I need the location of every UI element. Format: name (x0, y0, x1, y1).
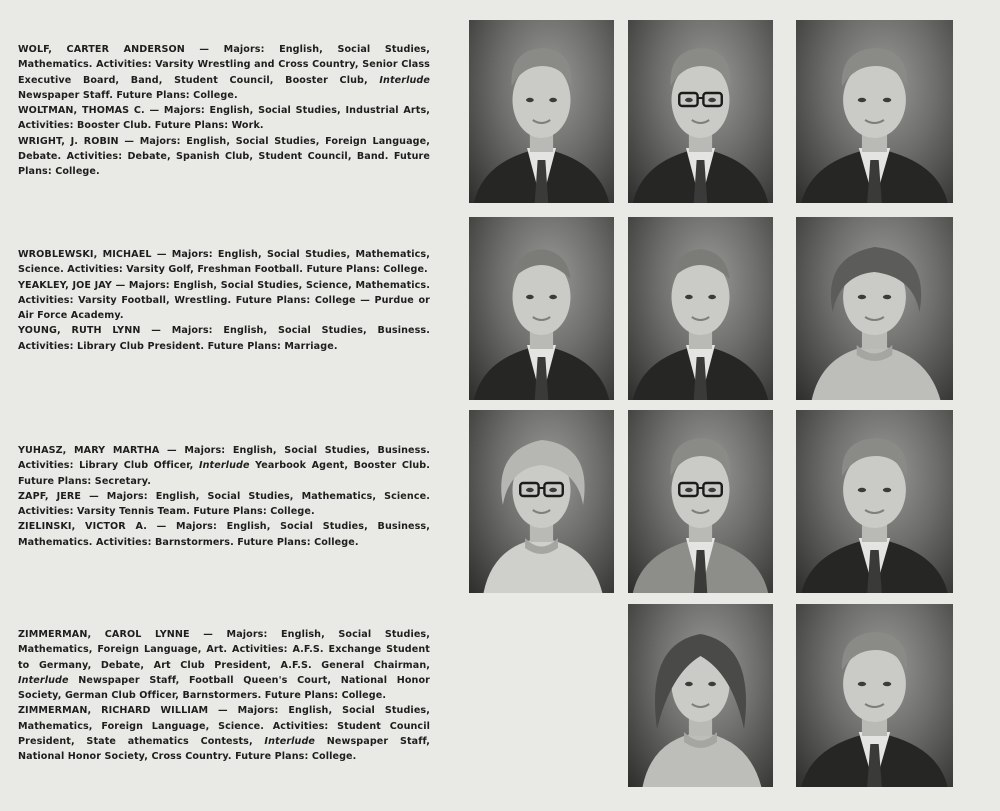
portrait-zielinski (796, 410, 953, 593)
portrait-photo (469, 410, 614, 593)
portrait-zimmerman-carol (628, 604, 773, 787)
entry-woltman: WOLTMAN, THOMAS C. — Majors: English, Social Studies, Industrial Arts, Activities: Booster Club. Future Plans: Work. (18, 105, 430, 132)
entry-young: YOUNG, RUTH LYNN — Majors: English, Social Studies, Business. Activities: Library Club President. Future Plans: Marriage. (18, 325, 430, 352)
portrait-photo (796, 217, 953, 400)
entry-group-4 (18, 627, 430, 765)
portrait-photo (796, 20, 953, 203)
entry-wroblewski: WROBLEWSKI, MICHAEL — Majors: English, Social Studies, Mathematics, Science. Activities: Varsity Golf, Freshman Football. Future Plans: College. (18, 249, 430, 276)
entry-yuhasz: YUHASZ, MARY MARTHA — Majors: English, Social Studies, Business. Activities: Library Club Officer, Interlude Yearbook Agent, Booster Club. Future Plans: Secretary. (18, 445, 430, 487)
portrait-wright (796, 20, 953, 203)
portrait-yuhasz (469, 410, 614, 593)
entry-group-1 (18, 42, 430, 180)
entry-zapf: ZAPF, JERE — Majors: English, Social Studies, Mathematics, Science. Activities: Varsity Tennis Team. Future Plans: College. (18, 490, 430, 518)
portrait-wroblewski (469, 217, 614, 400)
portrait-zapf (628, 410, 773, 593)
portrait-photo (628, 20, 773, 203)
portrait-photo (628, 217, 773, 400)
entry-wolf: WOLF, CARTER ANDERSON — Majors: English, Social Studies, Mathematics. Activities: Varsity Wrestling and Cross Country, Senior Class Executive Board, Band, Student Council, Booster Club, Interlude Newspaper Staff. Future Plans: College. (18, 44, 430, 101)
portrait-wolf (469, 20, 614, 203)
entry-zimmerman-richard: ZIMMERMAN, RICHARD WILLIAM — Majors: English, Social Studies, Mathematics, Foreign Language, Science. Activities: Student Council President, State athematics Contests, Interlude Newspaper Staff, National Honor Society, Cross Country. Future Plans: College. (18, 705, 430, 763)
entry-group-3 (18, 443, 430, 550)
portrait-photo (796, 604, 953, 787)
portrait-woltman (628, 20, 773, 203)
portrait-photo (469, 20, 614, 203)
entry-zimmerman-carol: ZIMMERMAN, CAROL LYNNE — Majors: English, Social Studies, Mathematics, Foreign Language, Art. Activities: A.F.S. Exchange Student to Germany, Debate, Art Club President, A.F.S. General Chairman, Interlude Newspaper Staff, Football Queen's Court, National Honor Society, German Club Officer, Barnstormers. Future Plans: College. (18, 629, 430, 702)
portrait-photo (628, 410, 773, 593)
portrait-zimmerman-richard (796, 604, 953, 787)
portrait-yeakley (628, 217, 773, 400)
portrait-photo (469, 217, 614, 400)
portrait-photo (628, 604, 773, 787)
entry-yeakley: YEAKLEY, JOE JAY — Majors: English, Social Studies, Science, Mathematics. Activities: Varsity Football, Wrestling. Future Plans: College — Purdue or Air Force Academy. (18, 279, 430, 322)
portrait-young (796, 217, 953, 400)
entry-zielinski: ZIELINSKI, VICTOR A. — Majors: English, Social Studies, Business, Mathematics. Activities: Barnstormers. Future Plans: College. (18, 521, 430, 548)
portrait-photo (796, 410, 953, 593)
entry-wright: WRIGHT, J. ROBIN — Majors: English, Social Studies, Foreign Language, Debate. Activities: Debate, Spanish Club, Student Council, Band. Future Plans: College. (18, 135, 430, 178)
entry-group-2 (18, 247, 430, 354)
